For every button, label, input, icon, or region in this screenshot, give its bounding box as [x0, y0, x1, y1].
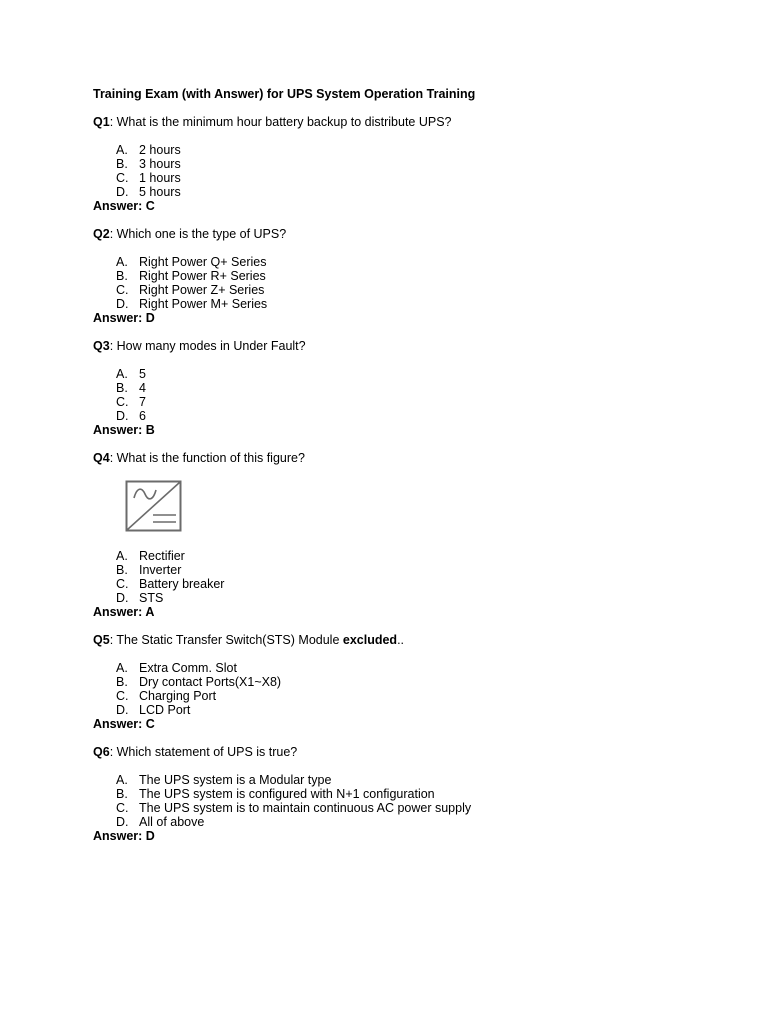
- answer-line: Answer: B: [93, 423, 155, 437]
- options-list: [93, 367, 713, 423]
- option-item: D. 5 hours: [116, 185, 181, 199]
- option-item: C. 7: [116, 395, 146, 409]
- emphasis-word: excluded: [342, 633, 398, 647]
- exam-document: [93, 87, 713, 857]
- option-item: B. 3 hours: [116, 157, 181, 171]
- question-number: Q5: [93, 633, 110, 647]
- answer-line: Answer: D: [93, 829, 155, 843]
- question-block: [93, 451, 713, 619]
- options-list: [93, 773, 713, 829]
- option-item: B. 4: [116, 381, 146, 395]
- options-list: [93, 549, 713, 605]
- question-block: [93, 633, 713, 731]
- option-item: C. Right Power Z+ Series: [116, 283, 265, 297]
- options-list: [93, 255, 713, 311]
- option-item: A. Rectifier: [116, 549, 185, 563]
- answer-line: Answer: A: [93, 605, 155, 619]
- rectifier-symbol-svg: [124, 479, 184, 535]
- question-block: [93, 339, 713, 437]
- option-item: B. Dry contact Ports(X1~X8): [116, 675, 282, 689]
- answer-line: Answer: C: [93, 199, 155, 213]
- options-list: [93, 143, 713, 199]
- option-item: D. STS: [116, 591, 164, 605]
- option-item: A. Right Power Q+ Series: [116, 255, 267, 269]
- question-block: [93, 745, 713, 843]
- option-item: D. All of above: [116, 815, 205, 829]
- question-number: Q3: [93, 339, 110, 353]
- question-text: Q2: Which one is the type of UPS?: [93, 227, 287, 241]
- question-number: Q2: [93, 227, 110, 241]
- question-text: Q4: What is the function of this figure?: [93, 451, 305, 465]
- question-text: Q1: What is the minimum hour battery backup to distribute UPS?: [93, 115, 452, 129]
- option-item: D. LCD Port: [116, 703, 191, 717]
- document-title: Training Exam (with Answer) for UPS System Operation Training: [93, 87, 476, 101]
- option-item: A. Extra Comm. Slot: [116, 661, 237, 675]
- option-item: A. The UPS system is a Modular type: [116, 773, 332, 787]
- answer-line: Answer: C: [93, 717, 155, 731]
- option-item: A. 2 hours: [116, 143, 181, 157]
- question-number: Q4: [93, 451, 110, 465]
- option-item: D. 6: [116, 409, 146, 423]
- question-number: Q6: [93, 745, 110, 759]
- question-text: Q3: How many modes in Under Fault?: [93, 339, 306, 353]
- answer-line: Answer: D: [93, 311, 155, 325]
- question-text: Q6: Which statement of UPS is true?: [93, 745, 298, 759]
- option-item: C. Charging Port: [116, 689, 217, 703]
- option-item: B. The UPS system is configured with N+1 configuration: [116, 787, 435, 801]
- option-item: B. Inverter: [116, 563, 182, 577]
- question-number: Q1: [93, 115, 110, 129]
- option-item: C. The UPS system is to maintain continuous AC power supply: [116, 801, 472, 815]
- question-block: [93, 227, 713, 325]
- option-item: B. Right Power R+ Series: [116, 269, 266, 283]
- options-list: [93, 661, 713, 717]
- option-item: D. Right Power M+ Series: [116, 297, 268, 311]
- option-item: A. 5: [116, 367, 146, 381]
- question-block: [93, 115, 713, 213]
- option-item: C. 1 hours: [116, 171, 181, 185]
- option-item: C. Battery breaker: [116, 577, 225, 591]
- question-text: Q5: The Static Transfer Switch(STS) Module excluded..: [93, 633, 405, 647]
- rectifier-symbol-icon: [124, 479, 184, 535]
